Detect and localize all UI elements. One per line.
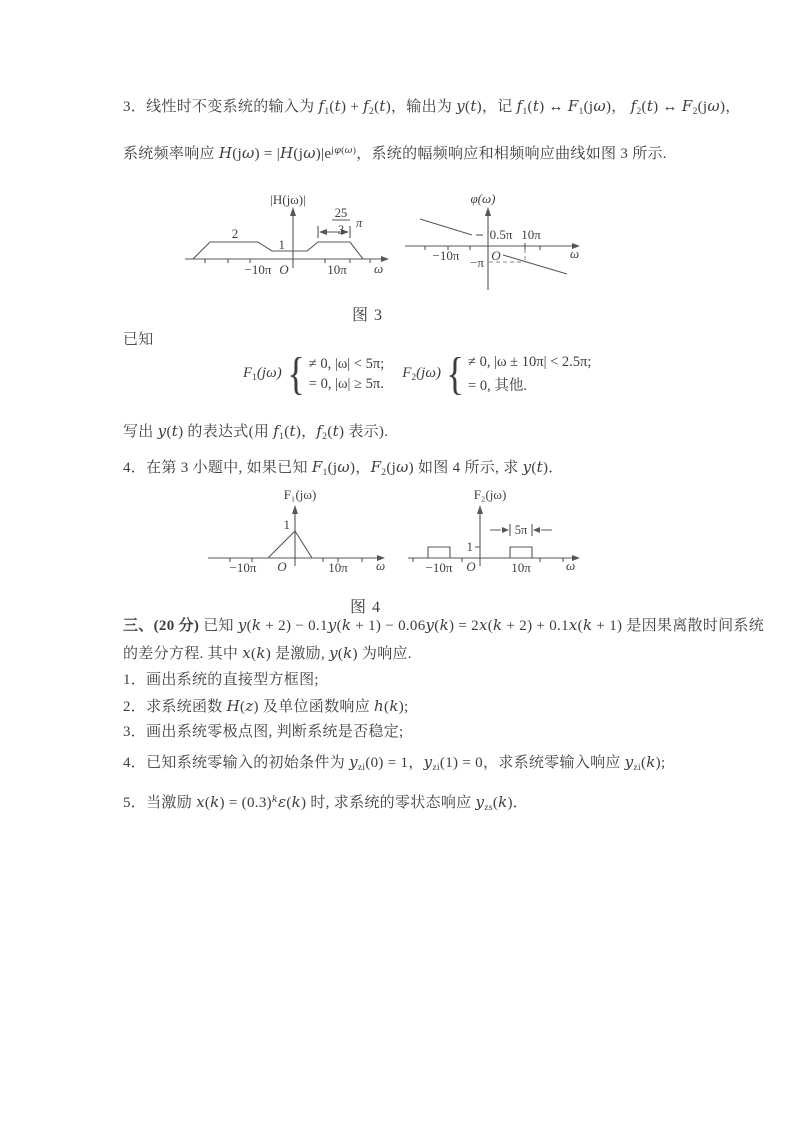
fig4-span-right-arrow-icon <box>502 527 509 533</box>
fig3-phase-line-positive <box>503 255 567 274</box>
fig4-right-pos10pi-label: 10π <box>511 560 531 575</box>
fig4-right-ylabel: F₂(jω) <box>473 487 507 502</box>
fig3-frac-numerator: 25 <box>334 206 348 220</box>
fig3-right-origin-label: O <box>491 248 501 263</box>
fig3-left-origin-label: O <box>279 262 289 277</box>
fig3-frac-pi: π <box>356 216 363 230</box>
fig4-f2-plot <box>408 487 580 575</box>
fig4-span-left-arrow-icon <box>533 527 540 533</box>
fig3-right-neg10pi-label: −10π <box>432 248 460 263</box>
f2-brace: { <box>446 348 464 399</box>
section-3-item-4: 4．已知系统零输入的初始条件为 $y_{zi}(0) = 1$，$y_{zi}(1) = 0$，求系统零输入响应 $y_{zi}(k)$; <box>123 753 666 773</box>
f2-name: $F_2(j\omega)$ <box>402 365 441 383</box>
fig4-left-origin-label: O <box>277 559 287 574</box>
fig4-right-neg10pi-label: −10π <box>425 560 453 575</box>
fig4-left-pos10pi-label: 10π <box>328 560 348 575</box>
given-formula <box>243 348 592 399</box>
fig3-magnitude-plot <box>185 192 389 277</box>
fig4-left-xlabel: ω <box>376 558 386 573</box>
f1-case-2: = 0, |ω| ≥ 5π. <box>308 375 384 392</box>
fig4-left-ylabel: F₁(jω) <box>283 487 317 502</box>
question-4-text: 4．在第 3 小题中, 如果已知 $F_1(j\omega)$，$F_2(j\omega)$ 如图 4 所示, 求 y(t)． <box>123 458 564 478</box>
section-3-item-3: 3．画出系统零极点图, 判断系统是否稳定; <box>123 724 404 740</box>
section-3-item-2: 2．求系统函数 H(z) 及单位函数响应 h(k); <box>123 697 409 715</box>
fig3-negpi-label: −π <box>470 255 484 270</box>
fig4-level1-label: 1 <box>466 539 473 554</box>
f2-cases <box>402 348 592 399</box>
fig3-right-ylabel: φ(ω) <box>470 191 496 206</box>
fig3-phase-line-negative <box>420 219 472 235</box>
f2-case-1: ≠ 0, |ω ± 10π| < 2.5π; <box>468 353 592 370</box>
fig3-measure-left-arrow-icon <box>319 229 327 235</box>
fig4-right-origin-label: O <box>466 559 476 574</box>
given-label: 已知 <box>123 332 154 348</box>
figure-4 <box>180 488 590 596</box>
fig3-frac-denominator: 3 <box>337 223 345 237</box>
section-3-item-5: 5．当激励 $x(k) = (0.3)^k\varepsilon(k)$ 时, 求系统的零状态响应 $y_{zs}(k)$． <box>123 793 529 813</box>
question-3-line-2: 系统频率响应 $H(j\omega) = |H(j\omega)|e^{j\varphi(\omega)}$，系统的幅频响应和相频响应曲线如图 3 所示. <box>123 144 667 162</box>
fig3-10pi-label: 10π <box>521 227 541 242</box>
fig4-rect-positive <box>510 547 532 558</box>
figure-3 <box>170 192 600 300</box>
fig4-rect-negative <box>428 547 450 558</box>
fig3-left-neg10pi-label: −10π <box>244 262 272 277</box>
fig3-right-y-arrow-icon <box>485 207 491 216</box>
question-3-write-expression: 写出 y(t) 的表达式(用 $f_1(t)$，$f_2(t)$ 表示). <box>123 422 389 442</box>
fig3-level1-label: 1 <box>278 237 285 252</box>
f2-case-2: = 0, 其他. <box>468 377 527 394</box>
f1-case-1: ≠ 0, |ω| < 5π; <box>308 355 385 372</box>
fig4-f1-plot <box>208 487 385 575</box>
f1-brace: { <box>286 348 305 399</box>
figure-3-caption: 图 3 <box>352 307 384 324</box>
fig4-peak-label: 1 <box>283 517 290 532</box>
fig3-left-xlabel: ω <box>374 261 384 276</box>
f1-cases <box>243 348 385 399</box>
fig4-left-neg10pi-label: −10π <box>229 560 257 575</box>
fig3-phase-plot <box>405 191 580 290</box>
fig3-right-xlabel: ω <box>570 246 580 261</box>
fig3-left-pos10pi-label: 10π <box>327 262 347 277</box>
question-3-line-1: 3．线性时不变系统的输入为 $f_1(t) + f_2(t)$，输出为 y(t)，记 $f_1(t)$ ↔ $F_1(j\omega)$， $f_2(t)$ ↔ $F_2(j\omega)$， <box>123 97 741 117</box>
fig4-left-y-arrow-icon <box>292 505 298 514</box>
section-3-title-line-1: 三、(20 分) 已知 y(k + 2) − 0.1y(k + 1) − 0.06y(k) = 2x(k + 2) + 0.1x(k + 1) 是因果离散时间系统 <box>123 616 765 634</box>
fig4-right-y-arrow-icon <box>477 505 483 514</box>
figure-4-caption: 图 4 <box>350 599 382 616</box>
fig4-right-xlabel: ω <box>566 558 576 573</box>
fig3-level2-label: 2 <box>231 226 239 241</box>
section-3-item-1: 1．画出系统的直接型方框图; <box>123 672 319 688</box>
section-3-title-line-2: 的差分方程. 其中 x(k) 是激励, y(k) 为响应. <box>123 644 412 662</box>
fig3-left-y-arrow-icon <box>290 207 296 216</box>
f1-name: $F_1(j\omega)$ <box>243 365 282 383</box>
fig4-triangle-spectrum <box>268 531 312 558</box>
fig4-span-label: 5π <box>514 523 528 537</box>
fig3-halfpi-label: 0.5π <box>489 227 513 242</box>
fig3-left-ylabel: |H(jω)| <box>270 192 306 207</box>
